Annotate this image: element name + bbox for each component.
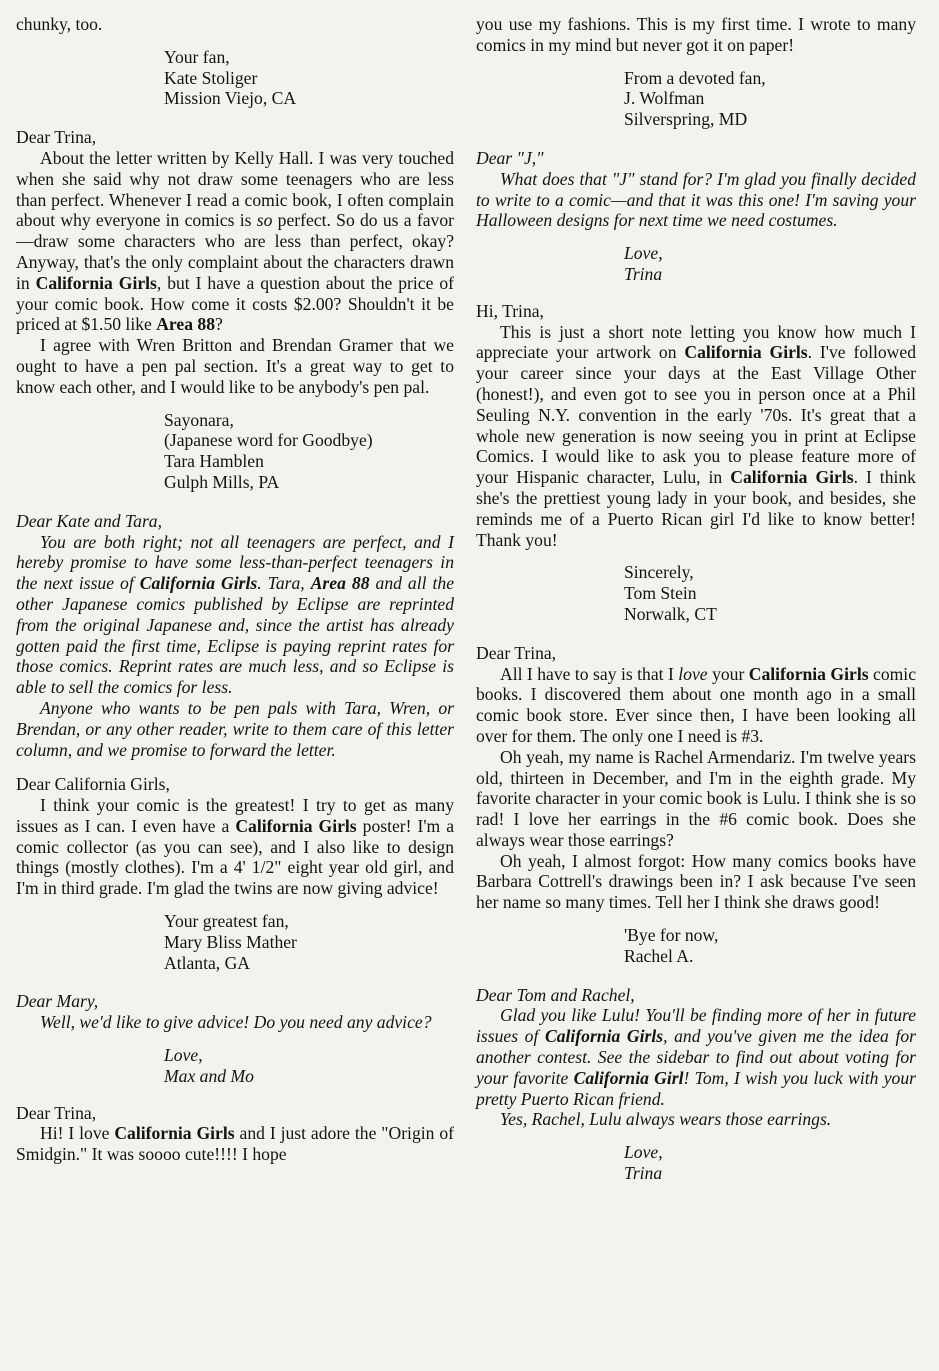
letter-salutation: Dear Trina, xyxy=(16,1102,97,1123)
letter-paragraph: I agree with Wren Britton and Brendan Gramer that we ought to have a pen pal section. It's a great way to get to know each other, and I would like to be anybody's pen pal. xyxy=(16,335,454,397)
signature-mary xyxy=(164,911,454,973)
reply-salutation: Dear Kate and Tara, xyxy=(16,510,162,531)
sign-off: Sincerely, xyxy=(624,562,694,583)
signature-tom xyxy=(624,562,916,624)
letter-paragraph: All I have to say is that I love your California Girls comic books. I discovered them about one month ago in a small comic book store. Ever since then, I have been looking all over for them. The only one I need is #3. xyxy=(476,663,917,746)
letter-continuation: you use my fashions. This is my first time. I wrote to many comics in my mind but never got it on paper! xyxy=(476,14,916,55)
signer-name: Trina xyxy=(624,1163,663,1184)
signature-rachel xyxy=(624,925,916,967)
letter-salutation: Dear Trina, xyxy=(16,127,97,148)
reply-paragraph: Glad you like Lulu! You'll be finding more of her in future issues of California Girls, and you've given me the idea for another contest. See the sidebar to find out about voting for your favorite California Girl! Tom, I wish you luck with your pretty Puerto Rican friend. xyxy=(476,1005,916,1109)
letter-paragraph: Hi! I love California Girls and I just adore the "Origin of Smidgin." It was soooo cute!!!! I hope xyxy=(16,1123,454,1165)
right-column xyxy=(476,14,916,1200)
signer-name: Tara Hamblen xyxy=(164,451,264,472)
letter-salutation: Hi, Trina, xyxy=(476,300,544,321)
sign-off: Love, xyxy=(164,1045,203,1066)
reply-paragraph: What does that "J" stand for? I'm glad you finally decided to write to a comic—and that it was this one! I'm saving your Halloween designs for next time we need costumes. xyxy=(476,168,916,231)
reply-salutation: Dear "J," xyxy=(476,147,544,168)
reply-salutation: Dear Mary, xyxy=(16,991,99,1012)
reply-signature xyxy=(164,1045,454,1087)
reply-signature xyxy=(624,1142,916,1184)
signer-name: Trina xyxy=(624,263,663,284)
signature-tara xyxy=(164,410,454,493)
sign-off: Sayonara, xyxy=(164,409,234,430)
letter-paragraph: Oh yeah, I almost forgot: How many comics books have Barbara Cottrell's drawings been in? I ask because I've seen her name so many times. Tell her I think she draws good! xyxy=(476,850,916,913)
sign-off: 'Bye for now, xyxy=(624,925,719,946)
reply-paragraph: Yes, Rachel, Lulu always wears those earrings. xyxy=(500,1109,832,1130)
letter-paragraph: About the letter written by Kelly Hall. I was very touched when she said why not draw some teenagers who are less than perfect. Whenever I read a comic book, I often complain about why everyone in comics is so perfect. So do us a favor—draw some characters who are less than perfect, okay? Anyway, that's the only complaint about the characters drawn in California Girls, but I have a question about the price of your comic book. How come it costs $2.00? Shouldn't it be priced at $1.50 like Area 88? xyxy=(16,147,454,335)
sign-off: Love, xyxy=(624,1142,663,1163)
signer-location: Atlanta, GA xyxy=(164,952,250,973)
signer-name: Max and Mo xyxy=(164,1065,254,1086)
signature-wolfman xyxy=(624,68,916,130)
signer-location: Norwalk, CT xyxy=(624,603,717,624)
sign-off-note: (Japanese word for Goodbye) xyxy=(164,430,373,451)
signer-name: J. Wolfman xyxy=(624,88,705,109)
reply-paragraph: Well, we'd like to give advice! Do you need any advice? xyxy=(40,1012,432,1033)
signer-name: Tom Stein xyxy=(624,583,697,604)
sign-off: From a devoted fan, xyxy=(624,67,766,88)
letter-salutation: Dear Trina, xyxy=(476,642,557,663)
letter-salutation: Dear California Girls, xyxy=(16,774,170,795)
letter-paragraph: Oh yeah, my name is Rachel Armendariz. I'm twelve years old, thirteen in December, and I'm in the eighth grade. My favorite character in your comic book is Lulu. I think she is so rad! I love her earrings in the #6 comic book. Does she always wear those earrings? xyxy=(476,746,916,850)
letter-paragraph: This is just a short note letting you know how much I appreciate your artwork on California Girls. I've followed your career since your days at the East Village Other (honest!), and even got to see you in person once at a Phil Seuling N.Y. convention in the early '70s. It's great that a whole new generation is now seeing you in print at Eclipse Comics. I would like to ask you to please feature more of your Hispanic character, Lulu, in California Girls. I think she's the prettiest young lady in your book, and besides, she reminds me of a Puerto Rican girl I'd like to know better! Thank you! xyxy=(476,321,916,550)
reply-salutation: Dear Tom and Rachel, xyxy=(476,984,635,1005)
letter-continuation: chunky, too. xyxy=(16,14,103,34)
signature-kate xyxy=(164,47,454,109)
reply-signature xyxy=(624,243,916,285)
signer-name: Rachel A. xyxy=(624,945,694,966)
reply-paragraph: Anyone who wants to be pen pals with Tara, Wren, or Brendan, or any other reader, write to them care of this letter column, and we promise to forward the letter. xyxy=(16,697,454,760)
sign-off: Love, xyxy=(624,243,663,264)
reply-paragraph: You are both right; not all teenagers are perfect, and I hereby promise to have some less-than-perfect teenagers in the next issue of California Girls. Tara, Area 88 and all the other Japanese comics published by Eclipse are reprinted from the original Japanese and, since the artist has already gotten paid the first time, Eclipse is paying reprint rates for those comics. Reprint rates are much less, and so Eclipse is able to sell the comics for less. xyxy=(16,531,455,698)
signer-location: Gulph Mills, PA xyxy=(164,471,280,492)
signer-name: Mary Bliss Mather xyxy=(164,931,297,952)
signer-name: Kate Stoliger xyxy=(164,67,258,88)
letter-paragraph: I think your comic is the greatest! I try to get as many issues as I can. I even have a California Girls poster! I'm a comic collector (as you can see), and I also like to design things (mostly clothes). I'm a 4' 1/2" eight year old girl, and I'm in third grade. I'm glad the twins are now giving advice! xyxy=(16,795,455,899)
signer-location: Mission Viejo, CA xyxy=(164,88,297,109)
sign-off: Your fan, xyxy=(164,46,230,67)
signer-location: Silverspring, MD xyxy=(624,109,748,130)
sign-off: Your greatest fan, xyxy=(164,911,289,932)
left-column xyxy=(16,14,454,1165)
